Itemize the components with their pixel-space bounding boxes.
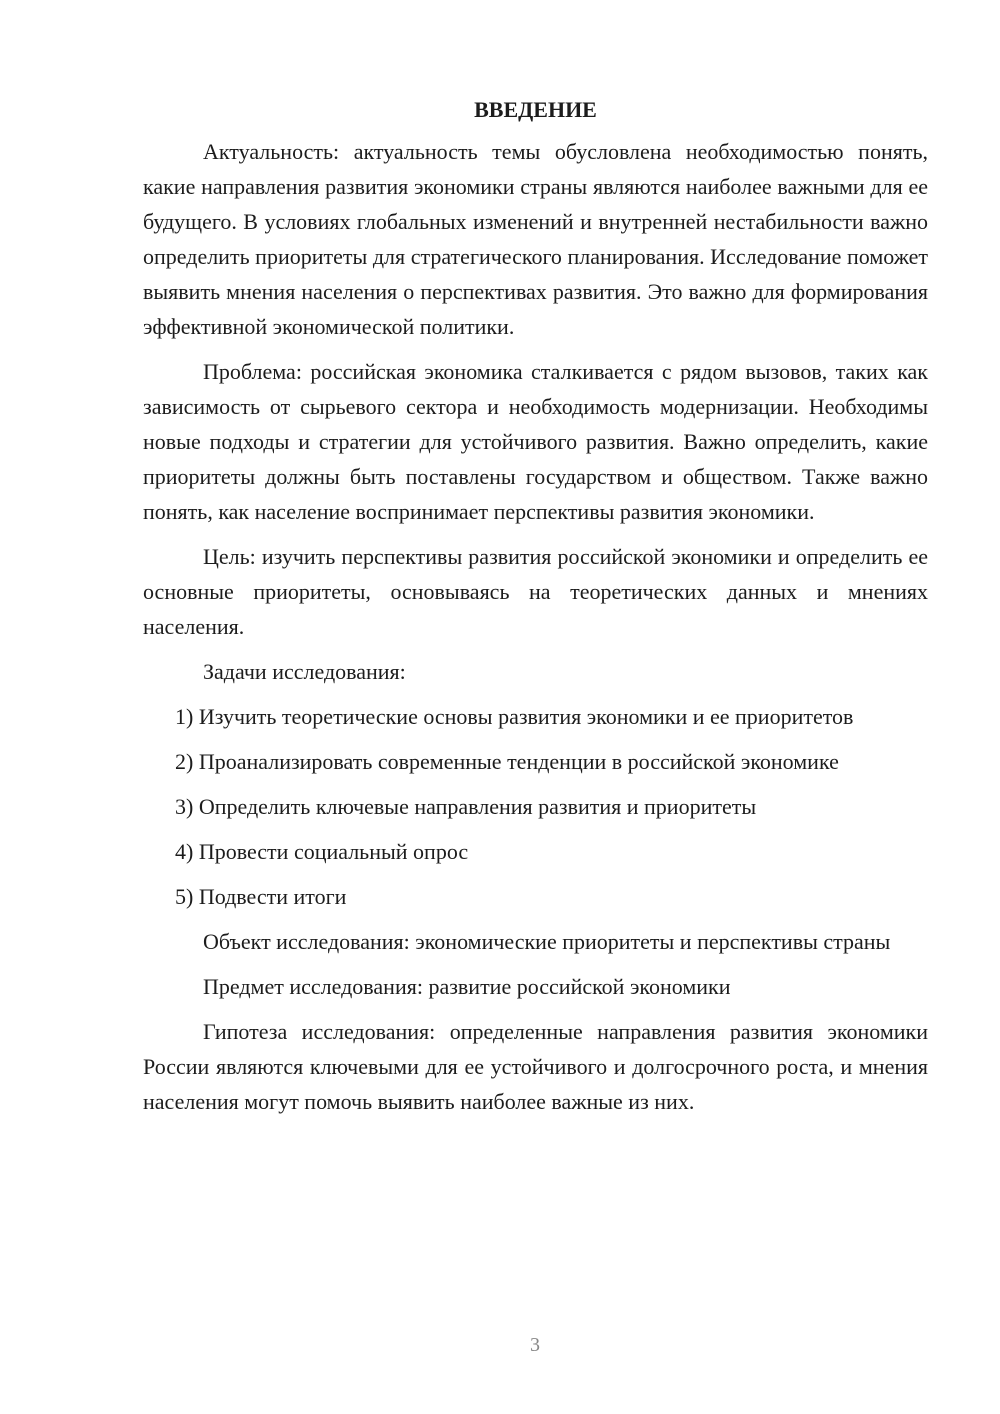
- list-item: 3) Определить ключевые направления развития и приоритеты: [175, 794, 757, 819]
- relevance-paragraph: Актуальность: актуальность темы обусловлена необходимостью понять, какие направления развития экономики страны являются наиболее важными для ее будущего. В условиях глобальных изменений и внутренней нестабильности важно определить приоритеты для стратегического планирования. Исследование поможет выявить мнения населения о перспективах развития. Это важно для формирования эффективной экономической политики.: [143, 139, 928, 339]
- list-item: 2) Проанализировать современные тенденции в российской экономике: [175, 749, 839, 774]
- tasks-heading: Задачи исследования:: [203, 659, 406, 684]
- object-paragraph: Объект исследования: экономические приоритеты и перспективы страны: [203, 929, 891, 954]
- goal-paragraph: Цель: изучить перспективы развития российской экономики и определить ее основные приоритеты, основываясь на теоретических данных и мнениях населения.: [143, 544, 928, 639]
- page-title: ВВЕДЕНИЕ: [474, 97, 597, 122]
- hypothesis-paragraph: Гипотеза исследования: определенные направления развития экономики России являются ключевыми для ее устойчивого и долгосрочного роста, и мнения населения могут помочь выявить наиболее важные из них.: [143, 1019, 928, 1114]
- page-number: 3: [530, 1334, 540, 1356]
- subject-paragraph: Предмет исследования: развитие российской экономики: [203, 974, 731, 999]
- list-item: 4) Провести социальный опрос: [175, 839, 469, 864]
- list-item: 5) Подвести итоги: [175, 884, 347, 909]
- tasks-list: [143, 699, 928, 914]
- list-item: 1) Изучить теоретические основы развития экономики и ее приоритетов: [175, 704, 854, 729]
- document-page: [143, 92, 928, 1129]
- problem-paragraph: Проблема: российская экономика сталкивается с рядом вызовов, таких как зависимость от сырьевого сектора и необходимость модернизации. Необходимы новые подходы и стратегии для устойчивого развития. Важно определить, какие приоритеты должны быть поставлены государством и обществом. Также важно понять, как население воспринимает перспективы развития экономики.: [143, 359, 928, 524]
